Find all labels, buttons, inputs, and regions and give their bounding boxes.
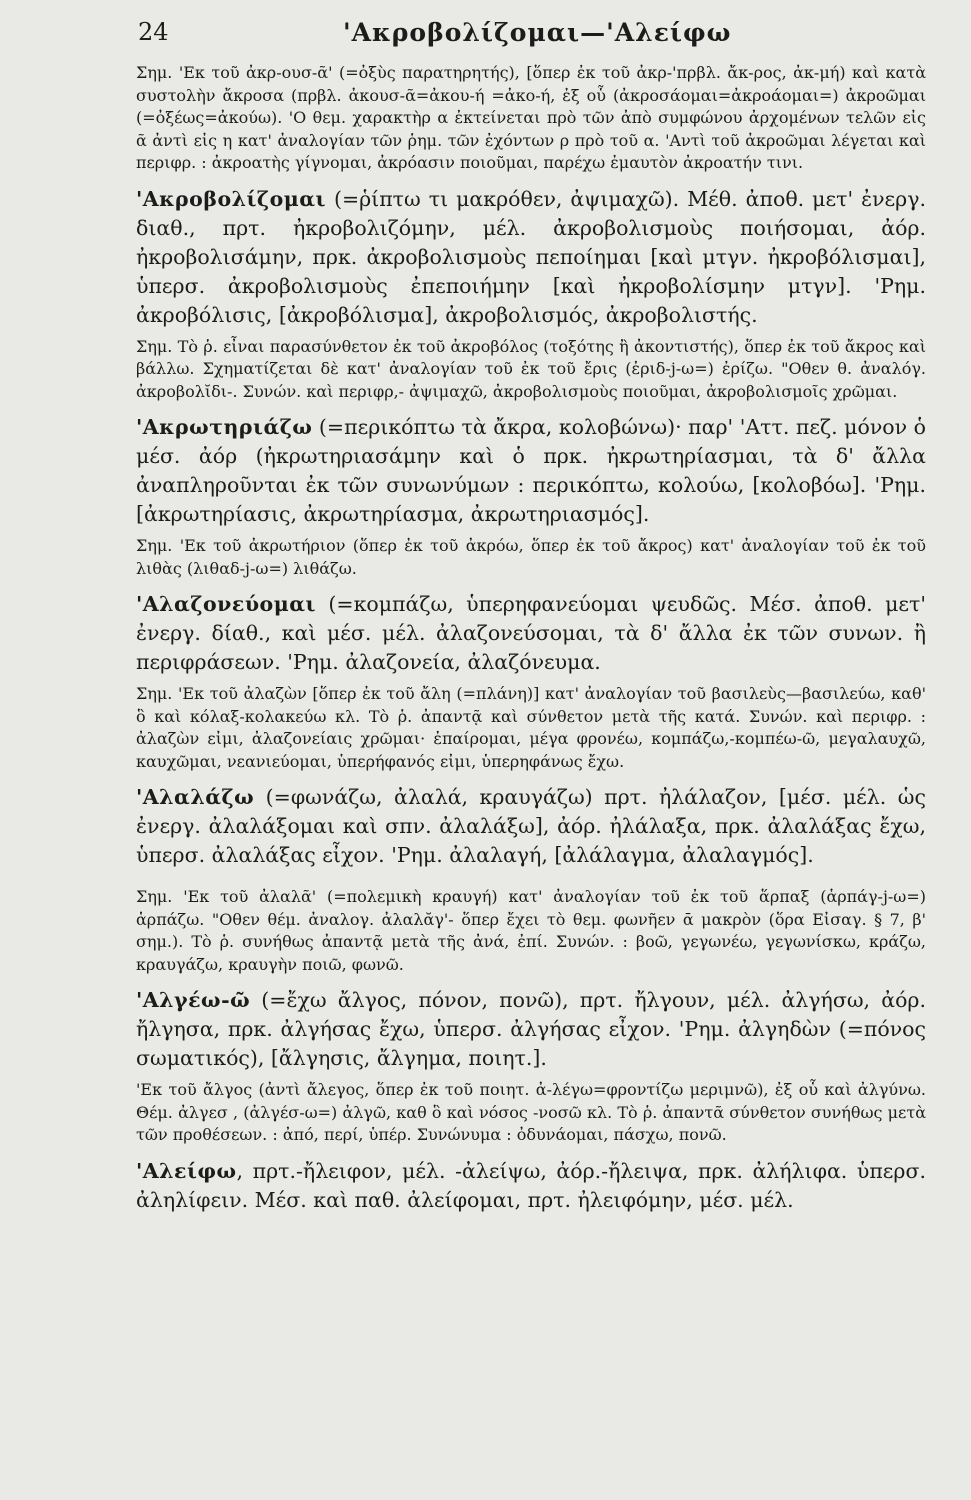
entry-text: , πρτ.-ἤλειφον, μέλ. -ἀλείψω, ἀόρ.-ἤλειψα, πρκ. ἀλήλιφα. ὑπερσ. ἀληλίφειν. Μέσ. καὶ παθ. ἀλείφομαι, πρτ. ἠλειφόμην, μέσ. μέλ. — [136, 1158, 926, 1212]
entry-text: (=φωνάζω, ἀλαλά, κραυγάζω) πρτ. ἠλάλαζον, [μέσ. μέλ. ὡς ἐνεργ. ἀλαλάξομαι καὶ σπν. ἀλαλάξω], ἀόρ. ἠλάλαξα, πρκ. ἀλαλάξας ἔχω, ὑπερσ. ἀλαλάξας εἶχον. 'Ρημ. ἀλαλαγή, [ἀλάλαγμα, ἀλαλαγμός]. — [136, 785, 926, 867]
note-paragraph: Σημ. 'Εκ τοῦ ἀκρ-ουσ-ᾶ' (=ὀξὺς παρατηρητής), [ὅπερ ἐκ τοῦ ἀκρ-'πρβλ. ἄκ-ρος, ἀκ-μή) καὶ κατὰ συστολὴν ἄκροσα (πρβλ. ἀκουσ-ᾶ=ἀκου-ή =ἀκο-ή, ἐξ οὗ (ἀκροσάομαι=ἀκροάομαι=) ἀκροῶμαι (=ὀξέως=ἀκούω). 'Ο θεμ. χαρακτὴρ α ἐκτείνεται πρὸ τῶν ἀπὸ συμφώνου ἀρχομένων τελῶν εἰς ᾶ ἀντὶ εἰς η κατ' ἀναλογίαν τῶν ῥημ. τῶν ἐχόντων ρ πρὸ τοῦ α. 'Αντὶ τοῦ ἀκροῶμαι λέγεται καὶ περιφρ. : ἀκροατὴς γίγνομαι, ἀκρόασιν ποιοῦμαι, παρέχω ἐμαυτὸν ἀκροατήν τινι. — [136, 63, 926, 172]
entry-paragraph — [136, 590, 926, 677]
entry-paragraph — [136, 783, 926, 870]
page-number: 24 — [138, 18, 169, 46]
entry-headword: 'Αλείφω — [136, 1158, 237, 1183]
entry-paragraph — [136, 185, 926, 330]
entry-headword: 'Αλαλάζω — [136, 785, 255, 809]
entry-text: (=περικόπτω τὰ ἄκρα, κολοβώνω)· παρ' 'Αττ. πεζ. μόνον ὁ μέσ. ἀόρ (ἠκρωτηριασάμην καὶ ὁ πρκ. ἠκρωτηρίασμαι, τὰ δ' ἄλλα ἀναπληροῦνται ἐκ τῶν συνωνύμων : περικόπτω, κολούω, [κολοβόω]. 'Ρημ. [ἀκρωτηρίασις, ἀκρωτηρίασμα, ἀκρωτηριασμός]. — [136, 415, 926, 526]
entry-headword: 'Αλαζονεύομαι — [136, 592, 316, 616]
entry-text: (=ῥίπτω τι μακρόθεν, ἀψιμαχῶ). Μέθ. ἀποθ. μετ' ἐνεργ. διαθ., πρτ. ἠκροβολιζόμην, μέλ. ἀκροβολισμοὺς ποιήσομαι, ἀόρ. ἠκροβολισάμην, πρκ. ἀκροβολισμοὺς πεποίημαι [καὶ μτγν. ἠκροβόλισμαι], ὑπερσ. ἀκροβολισμοὺς ἐπεποιήμην [καὶ ἠκροβολίσμην μτγν]. 'Ρημ. ἀκροβόλισις, [ἀκροβόλισμα], ἀκροβολισμός, ἀκροβολιστής. — [136, 186, 926, 327]
entry-headword: 'Ακροβολίζομαι — [136, 186, 326, 211]
entry-paragraph — [136, 986, 926, 1073]
running-title: 'Ακροβολίζομαι—'Αλείφω — [343, 18, 732, 47]
note-paragraph: Σημ. 'Εκ τοῦ ἀλαζὼν [ὅπερ ἐκ τοῦ ἄλη (=πλάνη)] κατ' ἀναλογίαν τοῦ βασιλεὺς—βασιλεύω, καθ' ὃ καὶ κόλαξ-κολακεύω κλ. Τὸ ῥ. ἀπαντᾷ καὶ σύνθετον μετὰ τῆς κατά. Συνών. καὶ περιφρ. : ἀλαζὼν εἰμι, ἀλαζονείαις χρῶμαι· ἐπαίρομαι, μέγα φρονέω, κομπάζω,-κομπέω-ῶ, μεγαλαυχῶ, καυχῶμαι, νεανιεύομαι, ὑπερήφανός εἰμι, ὑπερηφάνως ἔχω. — [136, 684, 926, 771]
note-paragraph: Σημ. 'Εκ τοῦ ἀλαλᾶ' (=πολεμικὴ κραυγή) κατ' ἀναλογίαν τοῦ ἐκ τοῦ ἅρπαξ (ἁρπάγ-j-ω=) ἁρπάζω. "Οθεν θέμ. ἀναλογ. ἀλαλᾰγ'- ὅπερ ἔχει τὸ θεμ. φωνῆεν ᾱ μακρὸν (ὅρα Εἰσαγ. § 7, β' σημ.). Τὸ ῥ. συνήθως ἀπαντᾷ μετὰ τῆς ἀνά, ἐπί. Συνών. : βοῶ, γεγωνέω, γεγωνίσκω, κράζω, κραυγάζω, κραυγὴν ποιῶ, φωνῶ. — [136, 887, 926, 974]
entry-text: (=κομπάζω, ὑπερηφανεύομαι ψευδῶς. Μέσ. ἀποθ. μετ' ἐνεργ. δίαθ., καὶ μέσ. μέλ. ἀλαζονεύσομαι, τὰ δ' ἄλλα ἐκ τῶν συνων. ἢ περιφράσεων. 'Ρημ. ἀλαζονεία, ἀλαζόνευμα. — [136, 592, 926, 674]
note-paragraph: Σημ. 'Εκ τοῦ ἀκρωτήριον (ὅπερ ἐκ τοῦ ἀκρόω, ὅπερ ἐκ τοῦ ἄκρος) κατ' ἀναλογίαν τοῦ ἐκ τοῦ λιθὰς (λιθαδ-j-ω=) λιθάζω. — [136, 536, 926, 578]
entry-text: (=ἔχω ἄλγος, πόνον, πονῶ), πρτ. ἤλγουν, μέλ. ἀλγήσω, ἀόρ. ἤλγησα, πρκ. ἀλγήσας ἔχω, ὑπερσ. ἀλγήσας εἶχον. 'Ρημ. ἀλγηδὼν (=πόνος σωματικός), [ἄλγησις, ἄλγημα, ποιητ.]. — [136, 988, 926, 1070]
entry-paragraph — [136, 1157, 926, 1215]
entry-headword: 'Ακρωτηριάζω — [136, 415, 313, 439]
note-paragraph: 'Εκ τοῦ ἄλγος (ἀντὶ ἄλεγος, ὅπερ ἐκ τοῦ ποιητ. ἀ-λέγω=φροντίζω μεριμνῶ), ἐξ οὗ καὶ ἀλγύνω. Θέμ. ἀλγεσ , (ἀλγέσ-ω=) ἀλγῶ, καθ ὃ καὶ νόσος -νοσῶ κλ. Τὸ ῥ. ἀπαντᾶ σύνθετον συνήθως μετὰ τῶν προθέσεων. : ἀπό, περί, ὑπέρ. Συνώνυμα : ὀδυνάομαι, πάσχω, πονῶ. — [136, 1080, 926, 1144]
entry-paragraph — [136, 413, 926, 529]
entry-headword: 'Αλγέω-ῶ — [136, 988, 251, 1012]
page-header — [138, 18, 911, 58]
page-content — [136, 62, 926, 1215]
note-paragraph: Σημ. Τὸ ῥ. εἶναι παρασύνθετον ἐκ τοῦ ἀκροβόλος (τοξότης ἢ ἀκοντιστής), ὅπερ ἐκ τοῦ ἄκρος καὶ βάλλω. Σχηματίζεται δὲ κατ' ἀναλογίαν τοῦ ἐκ τοῦ ἔρις (ἐριδ-j-ω=) ἐρίζω. "Οθεν θ. ἀναλόγ. ἀκροβολῐδι-. Συνών. καὶ περιφρ,- ἀψιμαχῶ, ἀκροβολισμοὺς ποιοῦμαι, ἀκροβολισμοῖς χρῶμαι. — [136, 336, 926, 401]
